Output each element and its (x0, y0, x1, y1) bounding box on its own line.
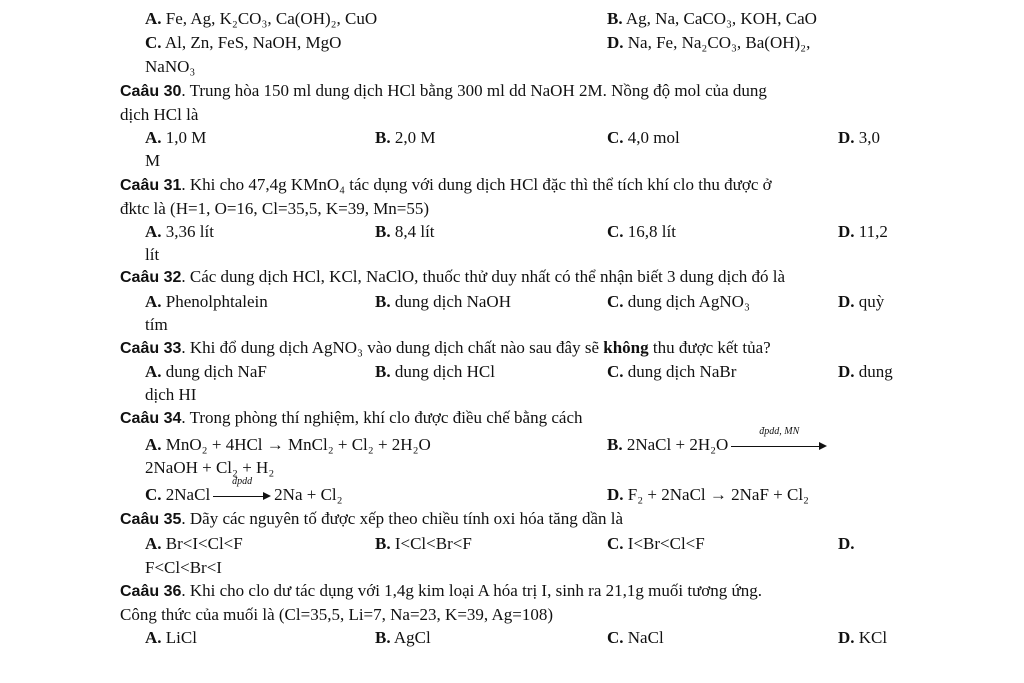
question-30: Caâu 30. Trung hòa 150 ml dung dịch HCl bằng 300 ml dd NaOH 2M. Nồng độ mol của dung (120, 81, 767, 100)
q33-option-d-continued: dịch HI (145, 385, 197, 404)
q31-option-b: B. 8,4 lít (375, 222, 435, 241)
q34-option-b-continued: 2NaOH + Cl₂ + H₂ (145, 458, 275, 477)
q36-option-c: C. NaCl (607, 628, 664, 647)
q30-option-a: A. 1,0 M (145, 128, 207, 147)
q35-option-d-continued: F<Cl<Br<I (145, 558, 222, 577)
arrow-condition: đpdd, MN (759, 426, 800, 438)
q31-option-d: D. 11,2 (838, 222, 888, 241)
arrow-condition: đpdd (232, 476, 253, 488)
question-36: Caâu 36. Khi cho clo dư tác dụng với 1,4g kim loại A hóa trị I, sinh ra 21,1g muối tương ứng. (120, 581, 762, 600)
q30-option-d: D. 3,0 (838, 128, 881, 147)
question-31: Caâu 31. Khi cho 47,4g KMnO₄ tác dụng với dung dịch HCl đặc thì thể tích khí clo thu được ở (120, 175, 772, 194)
reaction-arrow (731, 426, 827, 451)
emphasis-word: không (603, 338, 649, 357)
question-33: Caâu 33. Khi đổ dung dịch AgNO₃ vào dung dịch chất nào sau đây sẽ không thu được kết tủa? (120, 338, 771, 357)
q34-option-b: B. 2NaCl + 2H₂O đpdd, MN (607, 434, 830, 456)
question-35: Caâu 35. Dãy các nguyên tố được xếp theo chiều tính oxi hóa tăng dần là (120, 509, 624, 528)
q33-option-c: C. dung dịch NaBr (607, 362, 737, 381)
q36-option-a: A. LiCl (145, 628, 197, 647)
q31-option-a: A. 3,36 lít (145, 222, 214, 241)
q36-option-b: B. AgCl (375, 628, 431, 647)
q32-option-d-continued: tím (145, 315, 168, 334)
question-34: Caâu 34. Trong phòng thí nghiệm, khí clo được điều chế bằng cách (120, 408, 583, 427)
q30-option-d-continued: M (145, 151, 161, 170)
q35-option-d: D. (838, 534, 855, 553)
q36-option-d: D. KCl (838, 628, 888, 647)
question-32: Caâu 32. Các dung dịch HCl, KCl, NaClO, thuốc thử duy nhất có thể nhận biết 3 dung dịch đó là (120, 267, 786, 286)
q34-option-c: C. 2NaCl đpdd 2Na + Cl₂ (145, 476, 343, 504)
q30-option-c: C. 4,0 mol (607, 128, 680, 147)
q33-option-b: B. dung dịch HCl (375, 362, 495, 381)
q32-option-b: B. dung dịch NaOH (375, 292, 511, 311)
q35-option-b: B. I<Cl<Br<F (375, 534, 472, 553)
q31-option-d-continued: lít (145, 245, 160, 264)
q30-option-b: B. 2,0 M (375, 128, 436, 147)
option-c: C. Al, Zn, FeS, NaOH, MgO (145, 33, 342, 52)
q33-option-a: A. dung dịch NaF (145, 362, 267, 381)
question-36-line2: Công thức của muối là (Cl=35,5, Li=7, Na=23, K=39, Ag=108) (120, 605, 553, 624)
reaction-arrow (213, 476, 271, 501)
option-d-continued: NaNO₃ (145, 57, 196, 76)
q31-option-c: C. 16,8 lít (607, 222, 676, 241)
option-d: D. Na, Fe, Na₂CO₃, Ba(OH)₂, (607, 33, 811, 52)
q34-option-d: D. F₂ + 2NaCl → 2NaF + Cl₂ (607, 485, 809, 504)
q32-option-d: D. quỳ (838, 292, 885, 311)
q32-option-c: C. dung dịch AgNO₃ (607, 292, 750, 311)
option-b: B. Ag, Na, CaCO₃, KOH, CaO (607, 9, 817, 28)
q32-option-a: A. Phenolphtalein (145, 292, 268, 311)
question-30-line2: dịch HCl là (120, 105, 199, 124)
q34-option-a: A. MnO₂ + 4HCl → MnCl₂ + Cl₂ + 2H₂O (145, 435, 431, 454)
q33-option-d: D. dung (838, 362, 893, 381)
q35-option-c: C. I<Br<Cl<F (607, 534, 705, 553)
question-31-line2: đktc là (H=1, O=16, Cl=35,5, K=39, Mn=55) (120, 199, 430, 218)
option-a: A. Fe, Ag, K₂CO₃, Ca(OH)₂, CuO (145, 9, 378, 28)
q35-option-a: A. Br<I<Cl<F (145, 534, 243, 553)
